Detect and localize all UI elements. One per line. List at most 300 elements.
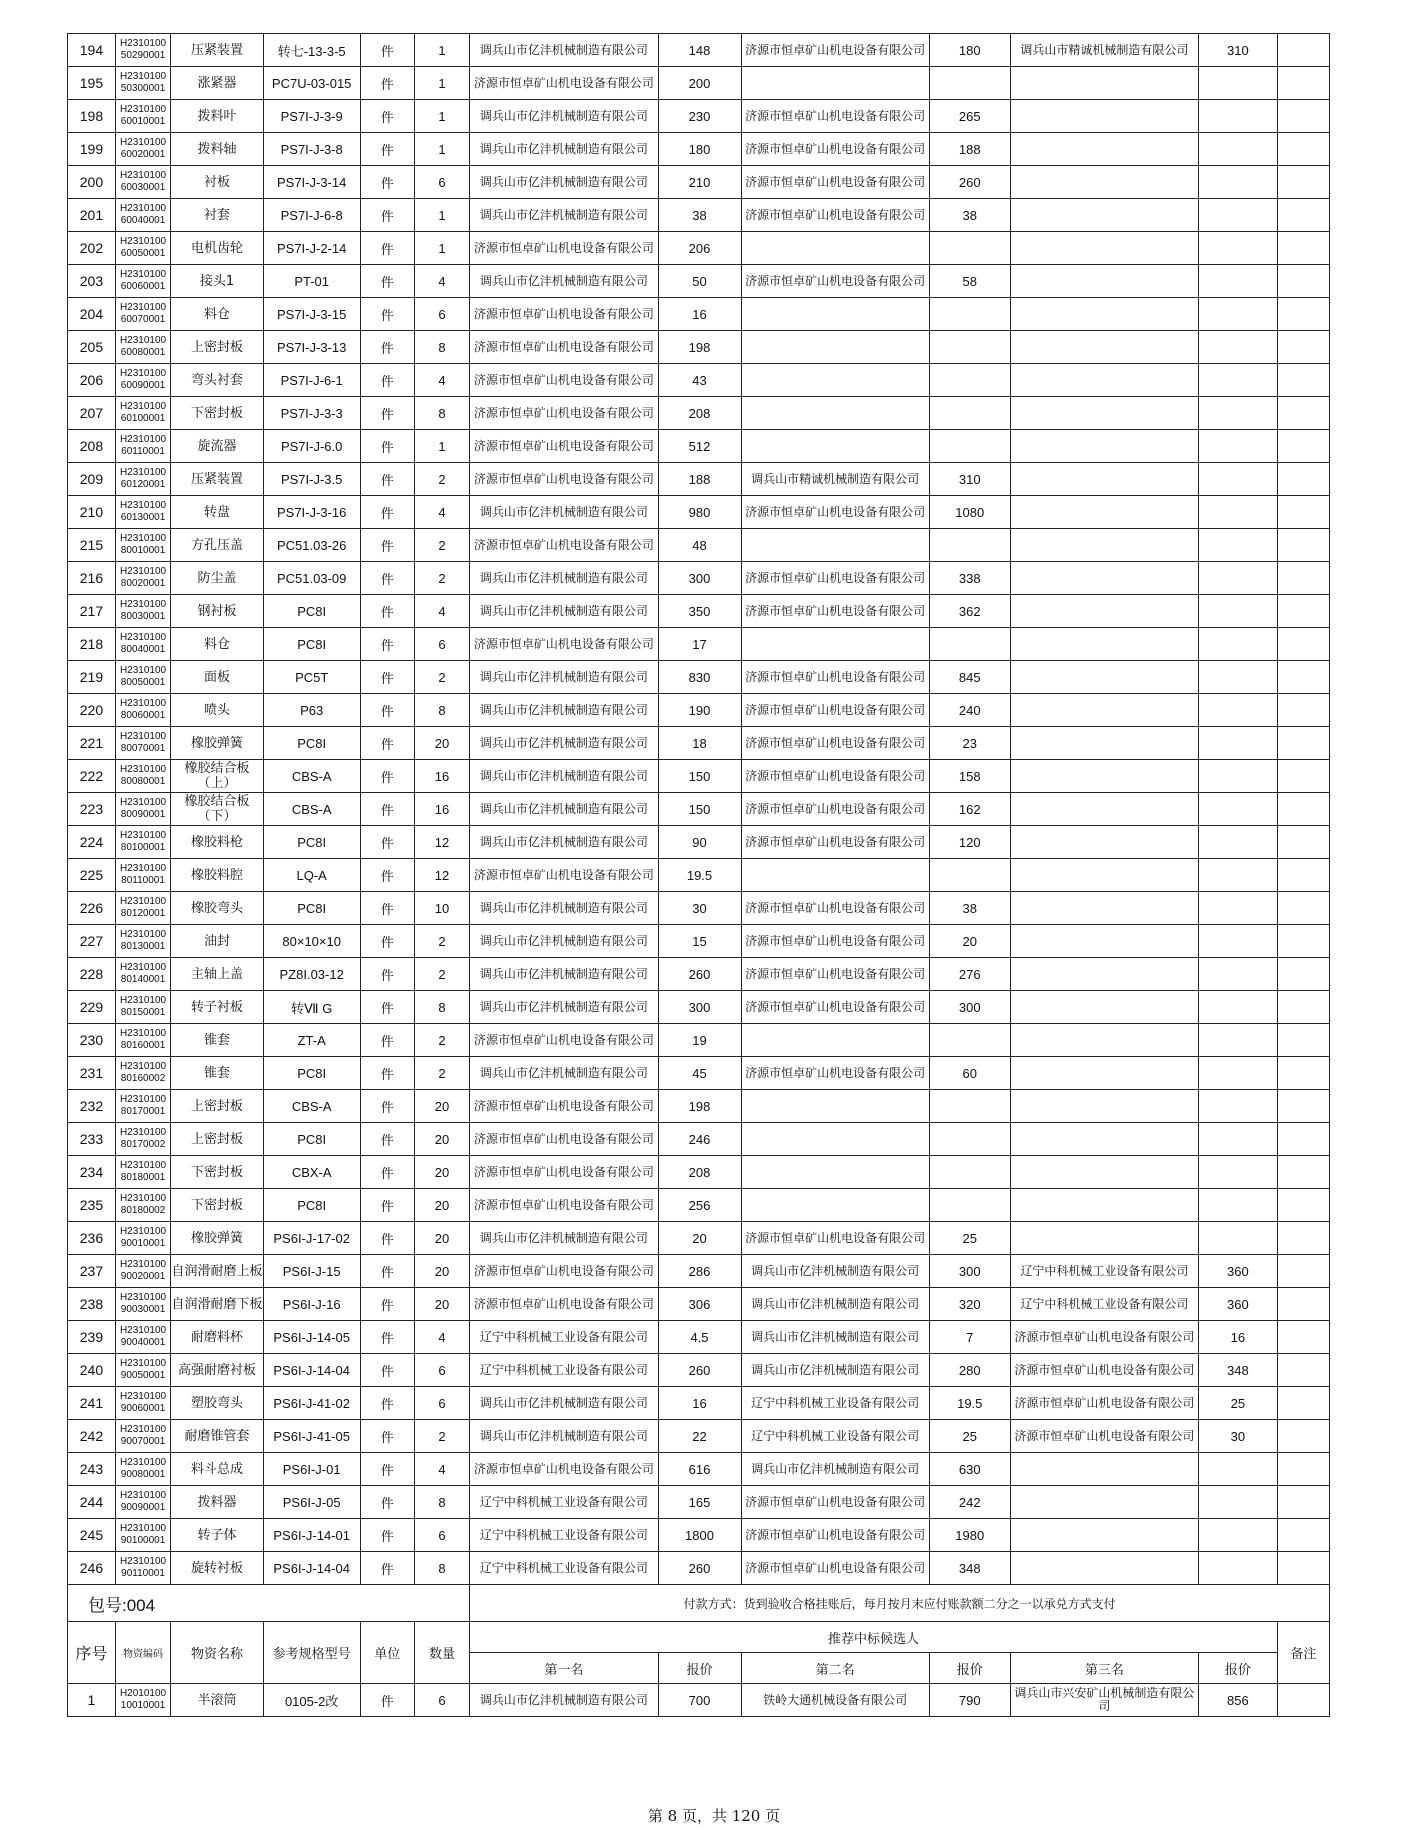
quantity-cell: 2 <box>414 463 469 496</box>
third-candidate-cell <box>1010 1057 1198 1090</box>
second-candidate-cell: 调兵山市亿沣机械制造有限公司 <box>741 1255 929 1288</box>
row-number-cell: 244 <box>68 1486 116 1519</box>
second-price-cell: 19.5 <box>929 1387 1010 1420</box>
first-price-cell: 188 <box>658 463 741 496</box>
table-row <box>68 496 1330 529</box>
material-code-cell: H231010060070001 <box>115 298 170 331</box>
third-candidate-cell <box>1010 1156 1198 1189</box>
quantity-cell: 20 <box>414 1189 469 1222</box>
second-candidate-cell <box>741 430 929 463</box>
third-price-cell <box>1199 364 1278 397</box>
second-price-cell: 260 <box>929 166 1010 199</box>
first-candidate-cell: 调兵山市亿沣机械制造有限公司 <box>470 826 658 859</box>
second-candidate-cell <box>741 628 929 661</box>
table-row <box>68 133 1330 166</box>
material-name-cell: 橡胶弯头 <box>171 892 264 925</box>
material-code-cell: H201010010010001 <box>115 1684 170 1717</box>
quantity-cell: 8 <box>414 1552 469 1585</box>
material-name-cell: 上密封板 <box>171 1123 264 1156</box>
quantity-cell: 20 <box>414 1123 469 1156</box>
table-row <box>68 1552 1330 1585</box>
spec-model-cell: P63 <box>263 694 360 727</box>
third-candidate-cell <box>1010 859 1198 892</box>
material-name-cell: 橡胶料枪 <box>171 826 264 859</box>
table-row <box>68 1189 1330 1222</box>
table-row <box>68 1156 1330 1189</box>
quantity-cell: 2 <box>414 529 469 562</box>
table-row <box>68 397 1330 430</box>
material-code-cell: H231010090070001 <box>115 1420 170 1453</box>
remark-cell <box>1277 1552 1329 1585</box>
material-code-cell: H231010080150001 <box>115 991 170 1024</box>
spec-model-cell: 转七-13-3-5 <box>263 34 360 67</box>
material-name-cell: 拨料叶 <box>171 100 264 133</box>
first-price-cell: 48 <box>658 529 741 562</box>
first-candidate-cell: 济源市恒卓矿山机电设备有限公司 <box>470 1255 658 1288</box>
table-row <box>68 1024 1330 1057</box>
material-name-cell: 旋转衬板 <box>171 1552 264 1585</box>
second-price-cell <box>929 859 1010 892</box>
quantity-cell: 20 <box>414 1222 469 1255</box>
header-unit: 单位 <box>360 1622 414 1684</box>
unit-cell: 件 <box>360 133 414 166</box>
spec-model-cell: 转Ⅶ G <box>263 991 360 1024</box>
third-price-cell <box>1199 100 1278 133</box>
remark-cell <box>1277 331 1329 364</box>
material-code-cell: H231010090050001 <box>115 1354 170 1387</box>
material-code-cell: H231010080030001 <box>115 595 170 628</box>
first-price-cell: 700 <box>658 1684 741 1717</box>
material-code-cell: H231010080170002 <box>115 1123 170 1156</box>
table-row <box>68 430 1330 463</box>
row-number-cell: 235 <box>68 1189 116 1222</box>
third-candidate-cell: 济源市恒卓矿山机电设备有限公司 <box>1010 1387 1198 1420</box>
first-price-cell: 198 <box>658 331 741 364</box>
first-candidate-cell: 济源市恒卓矿山机电设备有限公司 <box>470 298 658 331</box>
remark-cell <box>1277 1519 1329 1552</box>
material-name-cell: 喷头 <box>171 694 264 727</box>
first-candidate-cell: 调兵山市亿沣机械制造有限公司 <box>470 925 658 958</box>
row-number-cell: 210 <box>68 496 116 529</box>
quantity-cell: 8 <box>414 331 469 364</box>
second-price-cell <box>929 298 1010 331</box>
first-candidate-cell: 济源市恒卓矿山机电设备有限公司 <box>470 1453 658 1486</box>
third-candidate-cell: 辽宁中科机械工业设备有限公司 <box>1010 1255 1198 1288</box>
first-price-cell: 300 <box>658 562 741 595</box>
second-candidate-cell: 济源市恒卓矿山机电设备有限公司 <box>741 595 929 628</box>
unit-cell: 件 <box>360 958 414 991</box>
first-candidate-cell: 调兵山市亿沣机械制造有限公司 <box>470 1387 658 1420</box>
unit-cell: 件 <box>360 826 414 859</box>
quantity-cell: 1 <box>414 34 469 67</box>
quantity-cell: 6 <box>414 1519 469 1552</box>
first-price-cell: 230 <box>658 100 741 133</box>
row-number-cell: 200 <box>68 166 116 199</box>
row-number-cell: 245 <box>68 1519 116 1552</box>
remark-cell <box>1277 430 1329 463</box>
spec-model-cell: PC8I <box>263 628 360 661</box>
item-rows <box>68 34 1330 1585</box>
material-name-cell: 衬套 <box>171 199 264 232</box>
bid-results-table <box>67 33 1330 1717</box>
spec-model-cell: PC51.03-09 <box>263 562 360 595</box>
first-price-cell: 50 <box>658 265 741 298</box>
third-price-cell <box>1199 1024 1278 1057</box>
material-code-cell: H231010080110001 <box>115 859 170 892</box>
first-candidate-cell: 辽宁中科机械工业设备有限公司 <box>470 1519 658 1552</box>
table-row <box>68 826 1330 859</box>
spec-model-cell: PC8I <box>263 1123 360 1156</box>
third-price-cell <box>1199 793 1278 826</box>
header-name: 物资名称 <box>171 1622 264 1684</box>
package-section <box>68 1585 1330 1684</box>
unit-cell: 件 <box>360 661 414 694</box>
header-qty: 数量 <box>414 1622 469 1684</box>
first-candidate-cell: 济源市恒卓矿山机电设备有限公司 <box>470 1189 658 1222</box>
unit-cell: 件 <box>360 1189 414 1222</box>
third-candidate-cell <box>1010 430 1198 463</box>
second-candidate-cell: 调兵山市亿沣机械制造有限公司 <box>741 1354 929 1387</box>
quantity-cell: 1 <box>414 133 469 166</box>
table-row <box>68 1222 1330 1255</box>
header-third: 第三名 <box>1010 1653 1198 1684</box>
third-candidate-cell <box>1010 562 1198 595</box>
spec-model-cell: PS6I-J-16 <box>263 1288 360 1321</box>
material-code-cell: H231010060120001 <box>115 463 170 496</box>
quantity-cell: 1 <box>414 430 469 463</box>
second-candidate-cell <box>741 1024 929 1057</box>
remark-cell <box>1277 67 1329 100</box>
first-candidate-cell: 调兵山市亿沣机械制造有限公司 <box>470 760 658 793</box>
third-price-cell <box>1199 892 1278 925</box>
first-price-cell: 300 <box>658 991 741 1024</box>
spec-model-cell: PS6I-J-01 <box>263 1453 360 1486</box>
material-code-cell: H231010080140001 <box>115 958 170 991</box>
remark-cell <box>1277 463 1329 496</box>
material-code-cell: H231010080160002 <box>115 1057 170 1090</box>
spec-model-cell: PS7I-J-3.5 <box>263 463 360 496</box>
material-code-cell: H231010050290001 <box>115 34 170 67</box>
spec-model-cell: CBS-A <box>263 1090 360 1123</box>
table-row <box>68 760 1330 793</box>
second-price-cell: 362 <box>929 595 1010 628</box>
remark-cell <box>1277 760 1329 793</box>
second-candidate-cell <box>741 1189 929 1222</box>
first-price-cell: 18 <box>658 727 741 760</box>
second-candidate-cell: 济源市恒卓矿山机电设备有限公司 <box>741 562 929 595</box>
first-price-cell: 90 <box>658 826 741 859</box>
first-price-cell: 260 <box>658 1552 741 1585</box>
second-candidate-cell: 调兵山市亿沣机械制造有限公司 <box>741 1321 929 1354</box>
remark-cell <box>1277 1222 1329 1255</box>
spec-model-cell: 80×10×10 <box>263 925 360 958</box>
material-name-cell: 接头1 <box>171 265 264 298</box>
third-price-cell <box>1199 331 1278 364</box>
quantity-cell: 8 <box>414 991 469 1024</box>
row-number-cell: 227 <box>68 925 116 958</box>
table-row <box>68 67 1330 100</box>
second-candidate-cell: 济源市恒卓矿山机电设备有限公司 <box>741 133 929 166</box>
first-price-cell: 148 <box>658 34 741 67</box>
unit-cell: 件 <box>360 1057 414 1090</box>
row-number-cell: 225 <box>68 859 116 892</box>
unit-cell: 件 <box>360 793 414 826</box>
spec-model-cell: CBX-A <box>263 1156 360 1189</box>
spec-model-cell: CBS-A <box>263 760 360 793</box>
spec-model-cell: 0105-2改 <box>263 1684 360 1717</box>
third-candidate-cell: 调兵山市兴安矿山机械制造有限公司 <box>1010 1684 1198 1717</box>
remark-cell <box>1277 199 1329 232</box>
spec-model-cell: PS7I-J-3-8 <box>263 133 360 166</box>
header-recommend: 推荐中标候选人 <box>470 1622 1278 1653</box>
page-number: 第 8 页，共 120 页 <box>647 1807 781 1825</box>
unit-cell: 件 <box>360 496 414 529</box>
material-code-cell: H231010090010001 <box>115 1222 170 1255</box>
second-candidate-cell <box>741 232 929 265</box>
row-number-cell: 206 <box>68 364 116 397</box>
first-price-cell: 306 <box>658 1288 741 1321</box>
material-name-cell: 耐磨料杯 <box>171 1321 264 1354</box>
row-number-cell: 195 <box>68 67 116 100</box>
spec-model-cell: PS6I-J-14-04 <box>263 1552 360 1585</box>
material-code-cell: H231010090090001 <box>115 1486 170 1519</box>
table-row <box>68 628 1330 661</box>
package-item-rows <box>68 1684 1330 1717</box>
spec-model-cell: PS7I-J-2-14 <box>263 232 360 265</box>
second-candidate-cell: 辽宁中科机械工业设备有限公司 <box>741 1420 929 1453</box>
spec-model-cell: PS6I-J-41-02 <box>263 1387 360 1420</box>
second-candidate-cell <box>741 67 929 100</box>
second-price-cell: 1980 <box>929 1519 1010 1552</box>
unit-cell: 件 <box>360 760 414 793</box>
first-candidate-cell: 调兵山市亿沣机械制造有限公司 <box>470 991 658 1024</box>
spec-model-cell: PS6I-J-05 <box>263 1486 360 1519</box>
unit-cell: 件 <box>360 265 414 298</box>
first-candidate-cell: 济源市恒卓矿山机电设备有限公司 <box>470 1123 658 1156</box>
remark-cell <box>1277 1156 1329 1189</box>
table-row <box>68 1453 1330 1486</box>
first-candidate-cell: 辽宁中科机械工业设备有限公司 <box>470 1354 658 1387</box>
spec-model-cell: PC8I <box>263 826 360 859</box>
first-price-cell: 616 <box>658 1453 741 1486</box>
row-number-cell: 229 <box>68 991 116 1024</box>
material-name-cell: 防尘盖 <box>171 562 264 595</box>
second-candidate-cell: 济源市恒卓矿山机电设备有限公司 <box>741 661 929 694</box>
quantity-cell: 2 <box>414 925 469 958</box>
material-name-cell: 涨紧器 <box>171 67 264 100</box>
second-candidate-cell: 调兵山市亿沣机械制造有限公司 <box>741 1288 929 1321</box>
second-price-cell <box>929 1123 1010 1156</box>
second-candidate-cell: 济源市恒卓矿山机电设备有限公司 <box>741 496 929 529</box>
material-code-cell: H231010080050001 <box>115 661 170 694</box>
first-candidate-cell: 济源市恒卓矿山机电设备有限公司 <box>470 430 658 463</box>
third-candidate-cell <box>1010 760 1198 793</box>
material-name-cell: 料仓 <box>171 298 264 331</box>
spec-model-cell: PC8I <box>263 892 360 925</box>
first-candidate-cell: 调兵山市亿沣机械制造有限公司 <box>470 1222 658 1255</box>
unit-cell: 件 <box>360 859 414 892</box>
header-first: 第一名 <box>470 1653 658 1684</box>
payment-terms: 付款方式：货到验收合格挂账后，每月按月末应付账款额二分之一以承兑方式支付 <box>470 1585 1330 1622</box>
spec-model-cell: PS7I-J-3-15 <box>263 298 360 331</box>
first-candidate-cell: 济源市恒卓矿山机电设备有限公司 <box>470 1156 658 1189</box>
material-name-cell: 拨料轴 <box>171 133 264 166</box>
third-price-cell <box>1199 760 1278 793</box>
third-candidate-cell <box>1010 463 1198 496</box>
table-row <box>68 298 1330 331</box>
quantity-cell: 1 <box>414 67 469 100</box>
first-candidate-cell: 调兵山市亿沣机械制造有限公司 <box>470 166 658 199</box>
material-code-cell: H231010060030001 <box>115 166 170 199</box>
unit-cell: 件 <box>360 1387 414 1420</box>
table-row <box>68 1057 1330 1090</box>
material-name-cell: 锥套 <box>171 1024 264 1057</box>
remark-cell <box>1277 1255 1329 1288</box>
table-row <box>68 34 1330 67</box>
second-candidate-cell: 济源市恒卓矿山机电设备有限公司 <box>741 793 929 826</box>
unit-cell: 件 <box>360 562 414 595</box>
unit-cell: 件 <box>360 1222 414 1255</box>
first-candidate-cell: 调兵山市亿沣机械制造有限公司 <box>470 496 658 529</box>
second-price-cell: 300 <box>929 991 1010 1024</box>
quantity-cell: 8 <box>414 694 469 727</box>
second-candidate-cell: 济源市恒卓矿山机电设备有限公司 <box>741 694 929 727</box>
second-price-cell: 38 <box>929 199 1010 232</box>
second-candidate-cell: 济源市恒卓矿山机电设备有限公司 <box>741 1486 929 1519</box>
first-price-cell: 20 <box>658 1222 741 1255</box>
row-number-cell: 205 <box>68 331 116 364</box>
row-number-cell: 202 <box>68 232 116 265</box>
quantity-cell: 4 <box>414 364 469 397</box>
material-code-cell: H231010090100001 <box>115 1519 170 1552</box>
second-candidate-cell: 辽宁中科机械工业设备有限公司 <box>741 1387 929 1420</box>
second-candidate-cell: 济源市恒卓矿山机电设备有限公司 <box>741 892 929 925</box>
third-candidate-cell <box>1010 958 1198 991</box>
third-candidate-cell <box>1010 727 1198 760</box>
first-candidate-cell: 调兵山市亿沣机械制造有限公司 <box>470 694 658 727</box>
second-candidate-cell: 调兵山市亿沣机械制造有限公司 <box>741 1453 929 1486</box>
row-number-cell: 221 <box>68 727 116 760</box>
row-number-cell: 240 <box>68 1354 116 1387</box>
table-row <box>68 925 1330 958</box>
material-code-cell: H231010090030001 <box>115 1288 170 1321</box>
table-row <box>68 100 1330 133</box>
first-candidate-cell: 辽宁中科机械工业设备有限公司 <box>470 1321 658 1354</box>
third-candidate-cell <box>1010 397 1198 430</box>
third-candidate-cell <box>1010 793 1198 826</box>
material-code-cell: H231010080060001 <box>115 694 170 727</box>
first-price-cell: 150 <box>658 793 741 826</box>
row-number-cell: 224 <box>68 826 116 859</box>
third-candidate-cell <box>1010 100 1198 133</box>
material-code-cell: H231010090060001 <box>115 1387 170 1420</box>
material-code-cell: H231010060020001 <box>115 133 170 166</box>
second-price-cell: 162 <box>929 793 1010 826</box>
material-name-cell: 橡胶料腔 <box>171 859 264 892</box>
material-name-cell: 上密封板 <box>171 331 264 364</box>
third-price-cell <box>1199 199 1278 232</box>
material-code-cell: H231010060090001 <box>115 364 170 397</box>
third-candidate-cell <box>1010 1519 1198 1552</box>
first-price-cell: 16 <box>658 298 741 331</box>
third-price-cell <box>1199 496 1278 529</box>
first-price-cell: 200 <box>658 67 741 100</box>
first-price-cell: 208 <box>658 397 741 430</box>
second-price-cell: 300 <box>929 1255 1010 1288</box>
third-price-cell <box>1199 1090 1278 1123</box>
first-price-cell: 45 <box>658 1057 741 1090</box>
table-row <box>68 727 1330 760</box>
unit-cell: 件 <box>360 1255 414 1288</box>
second-candidate-cell: 济源市恒卓矿山机电设备有限公司 <box>741 958 929 991</box>
first-price-cell: 43 <box>658 364 741 397</box>
material-name-cell: 旋流器 <box>171 430 264 463</box>
remark-cell <box>1277 1321 1329 1354</box>
remark-cell <box>1277 628 1329 661</box>
header-price-1: 报价 <box>658 1653 741 1684</box>
third-candidate-cell <box>1010 1453 1198 1486</box>
second-price-cell: 310 <box>929 463 1010 496</box>
second-price-cell: 265 <box>929 100 1010 133</box>
material-code-cell: H231010080100001 <box>115 826 170 859</box>
material-name-cell: 方孔压盖 <box>171 529 264 562</box>
third-candidate-cell: 辽宁中科机械工业设备有限公司 <box>1010 1288 1198 1321</box>
unit-cell: 件 <box>360 34 414 67</box>
remark-cell <box>1277 529 1329 562</box>
third-candidate-cell <box>1010 1123 1198 1156</box>
spec-model-cell: PS7I-J-6-1 <box>263 364 360 397</box>
second-price-cell: 242 <box>929 1486 1010 1519</box>
first-price-cell: 38 <box>658 199 741 232</box>
first-candidate-cell: 济源市恒卓矿山机电设备有限公司 <box>470 1288 658 1321</box>
first-candidate-cell: 济源市恒卓矿山机电设备有限公司 <box>470 67 658 100</box>
unit-cell: 件 <box>360 1090 414 1123</box>
unit-cell: 件 <box>360 1453 414 1486</box>
second-price-cell <box>929 430 1010 463</box>
remark-cell <box>1277 925 1329 958</box>
row-number-cell: 203 <box>68 265 116 298</box>
second-candidate-cell <box>741 331 929 364</box>
quantity-cell: 6 <box>414 1387 469 1420</box>
header-code: 物资编码 <box>115 1622 170 1684</box>
second-price-cell: 38 <box>929 892 1010 925</box>
table-row <box>68 595 1330 628</box>
quantity-cell: 1 <box>414 199 469 232</box>
first-candidate-cell: 调兵山市亿沣机械制造有限公司 <box>470 133 658 166</box>
first-candidate-cell: 调兵山市亿沣机械制造有限公司 <box>470 265 658 298</box>
table-row <box>68 859 1330 892</box>
third-candidate-cell <box>1010 1222 1198 1255</box>
third-candidate-cell <box>1010 892 1198 925</box>
second-price-cell: 58 <box>929 265 1010 298</box>
quantity-cell: 6 <box>414 298 469 331</box>
table-row <box>68 364 1330 397</box>
spec-model-cell: PC7U-03-015 <box>263 67 360 100</box>
remark-cell <box>1277 133 1329 166</box>
row-number-cell: 216 <box>68 562 116 595</box>
third-price-cell <box>1199 1519 1278 1552</box>
second-candidate-cell <box>741 298 929 331</box>
first-candidate-cell: 济源市恒卓矿山机电设备有限公司 <box>470 859 658 892</box>
third-price-cell <box>1199 1156 1278 1189</box>
second-price-cell: 60 <box>929 1057 1010 1090</box>
row-number-cell: 219 <box>68 661 116 694</box>
first-candidate-cell: 调兵山市亿沣机械制造有限公司 <box>470 199 658 232</box>
third-price-cell: 856 <box>1199 1684 1278 1717</box>
second-price-cell: 348 <box>929 1552 1010 1585</box>
third-candidate-cell <box>1010 1486 1198 1519</box>
remark-cell <box>1277 892 1329 925</box>
